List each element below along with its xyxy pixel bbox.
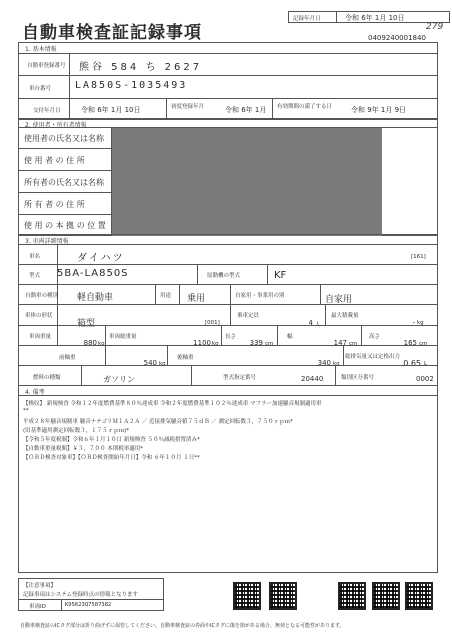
body-code: [001] <box>205 320 220 326</box>
make-label: 車名 <box>29 254 41 260</box>
plate-value: 熊谷 584 ち 2627 <box>79 62 203 73</box>
redacted-block <box>112 128 382 236</box>
section2-header: 2. 使用者・所有者情報 <box>25 122 87 129</box>
remarks-line-2: ** <box>23 408 29 414</box>
maxload-value: - <box>412 319 415 327</box>
user-address-label: 使 用 者 の 住 所 <box>24 156 85 165</box>
notes-line: 記録事項はシステム登録時点の情報となります <box>23 592 138 598</box>
section-owner-info <box>18 118 438 236</box>
body-label: 車体の形状 <box>25 313 53 319</box>
business-value: 自家用 <box>325 295 353 305</box>
notes-header: 【注意事項】 <box>23 583 57 589</box>
record-date-value: 令和 6年 1月 10日 <box>345 14 405 22</box>
type-cert-value: 20440 <box>301 375 324 383</box>
length-unit: cm <box>265 341 274 347</box>
qr-code-4 <box>372 582 400 610</box>
chassis-label: 車台番号 <box>29 86 52 92</box>
base-location-label: 使 用 の 本 拠 の 位 置 <box>24 221 106 230</box>
document-number: 0409240001840 <box>368 34 426 42</box>
model-label: 型式 <box>29 273 41 279</box>
length-label: 長さ <box>225 334 237 340</box>
handwritten-number: 279 <box>426 22 444 32</box>
front-axle-value: 540 <box>143 359 157 367</box>
height-label: 高さ <box>369 334 381 340</box>
first-registration-value: 令和 6年 1月 <box>225 106 267 114</box>
section1-header: 1. 基本情報 <box>25 46 57 53</box>
car-id-value: K95623Q7507382 <box>65 602 112 608</box>
first-registration-label: 初度登録年月 <box>171 104 205 110</box>
qr-code-1 <box>233 582 261 610</box>
remarks-line-1: 【株収】 新規検査 令和１２年度燃費基準８０％達成車 令和２年度燃費基準１０２％達成車 マフラー加速騒音規制適用車 <box>23 401 322 407</box>
gross-weight-label: 車両総重量 <box>109 334 137 340</box>
expiry-label: 有効期間の満了する日 <box>277 104 333 110</box>
capacity-label: 乗車定員 <box>237 313 260 319</box>
fuel-label: 燃料の種類 <box>33 375 61 381</box>
displacement-value: 0.65 <box>403 359 421 368</box>
rear-axle-unit: kg <box>333 361 340 367</box>
height-unit: cm <box>419 341 428 347</box>
issue-date-label: 交付年月日 <box>33 108 61 114</box>
section4-header: 4. 備考 <box>25 389 45 396</box>
qr-code-3 <box>338 582 366 610</box>
remarks-line-5: 【令和５年度税制】令和６年１月１０日 新規検査 ５０％減税措置済み* <box>23 437 200 443</box>
width-unit: cm <box>349 341 358 347</box>
remarks-line-6: 【自動車重量税額】￥３，７００ 本則税率適用* <box>23 446 143 452</box>
record-date-label: 記録年月日 <box>293 16 321 22</box>
body-value: 箱型 <box>77 319 96 329</box>
rear-axle-value: 340 <box>317 359 331 367</box>
remarks-line-7: 【ＯＢＤ検査対象車】【ＯＢＤ検査開始年月日】令和 ６年１０月 １日** <box>23 455 200 461</box>
maxload-unit: kg <box>417 320 424 326</box>
notes-box <box>18 578 164 611</box>
owner-address-label: 所 有 者 の 住 所 <box>24 200 85 209</box>
business-label: 自家用・事業用の別 <box>235 293 285 299</box>
weight-value: 880 <box>83 339 97 347</box>
section-remarks <box>18 385 438 573</box>
kind-value: 軽自動車 <box>77 293 114 303</box>
gross-weight-unit: kg <box>212 341 219 347</box>
car-id-label: 車両ID <box>29 604 46 610</box>
capacity-value: 4 <box>308 319 313 327</box>
expiry-value: 令和 9年 1月 9日 <box>351 106 407 114</box>
engine-value: KF <box>274 270 287 281</box>
make-code: [161] <box>411 254 426 260</box>
section-vehicle-details <box>18 234 438 386</box>
kind-label: 自動車の種別 <box>25 293 59 299</box>
remarks-line-3: 平成２８年騒音規制車 騒音ナテゴリＭ１Ａ２Ａ ／ 近接排気騒音値７５ｄＢ ／ 測定回転数３，７５０ｒｐｍ* <box>23 419 293 425</box>
displacement-label: 総排気量又は定格出力 <box>345 354 401 360</box>
front-axle-label: 前軸重 <box>59 355 76 361</box>
user-name-label: 使用者の氏名又は名称 <box>24 134 104 143</box>
model-value: 5BA-LA850S <box>57 268 129 279</box>
make-value: ダイハツ <box>77 253 125 264</box>
category-label: 類別区分番号 <box>341 375 375 381</box>
section3-header: 3. 車両詳細情報 <box>25 238 69 245</box>
issue-date-value: 令和 6年 1月 10日 <box>81 106 141 114</box>
remarks-line-4: (旧基準適用測定回転数３，１７５ｒｐｍ)* <box>23 428 130 434</box>
displacement-unit: L <box>424 361 428 367</box>
front-axle-unit: kg <box>159 361 166 367</box>
height-value: 165 <box>403 339 417 347</box>
chassis-value: LA850S-1035493 <box>75 80 188 91</box>
category-value: 0002 <box>416 375 434 383</box>
use-value: 乗用 <box>187 294 206 304</box>
owner-name-label: 所有者の氏名又は名称 <box>24 178 104 187</box>
section-basic-info <box>18 42 438 120</box>
type-cert-label: 型式指定番号 <box>223 375 257 381</box>
weight-label: 車両重量 <box>29 334 52 340</box>
qr-code-2 <box>269 582 297 610</box>
length-value: 339 <box>249 339 263 347</box>
rear-axle-label: 後軸重 <box>177 355 194 361</box>
width-label: 幅 <box>287 334 293 340</box>
qr-code-5 <box>405 582 433 610</box>
width-value: 147 <box>333 339 347 347</box>
document-title: 自動車検査証記録事項 <box>22 23 202 43</box>
capacity-unit: 人 <box>315 322 321 328</box>
use-label: 用途 <box>160 293 172 299</box>
engine-label: 原動機の型式 <box>207 273 241 279</box>
plate-label: 自動車登録番号 <box>27 63 66 69</box>
footer-notice: 自動車検査証のICタグ部分は折り曲げずに保管してください。自動車検査証の券面やICタグに傷を損がある場合、無効となる可能性があります。 <box>20 623 345 629</box>
maxload-label: 最大積載量 <box>331 313 359 319</box>
fuel-value: ガソリン <box>103 375 135 384</box>
weight-unit: kg <box>98 341 105 347</box>
gross-weight-value: 1100 <box>193 339 211 347</box>
